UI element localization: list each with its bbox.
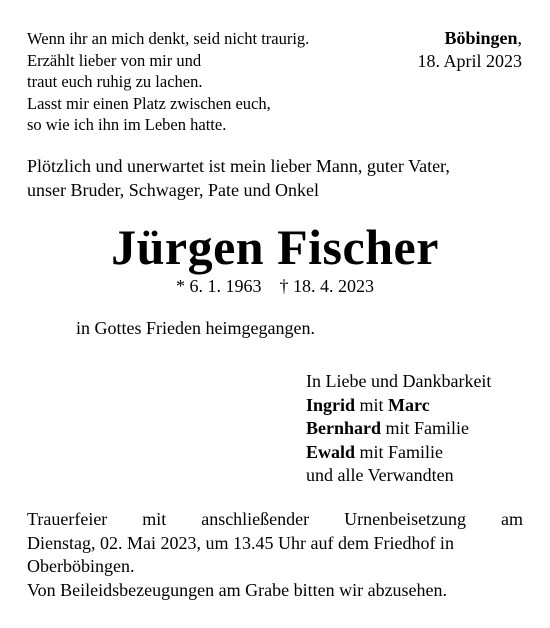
mourner-line xyxy=(306,417,491,441)
passing-text: in Gottes Frieden heimgegangen. xyxy=(76,318,315,338)
notice-date: 18. April 2023 xyxy=(417,51,522,71)
announcement-line: unser Bruder, Schwager, Pate und Onkel xyxy=(27,180,319,200)
memorial-poem xyxy=(27,28,309,136)
mourner-name: Ewald xyxy=(306,441,356,462)
birth-date: * 6. 1. 1963 xyxy=(176,276,262,296)
funeral-line: Trauerfeier mit anschließender Urnenbeisetzung am xyxy=(27,509,523,529)
mourners-closing: und alle Verwandten xyxy=(306,465,454,485)
funeral-line: Oberböbingen. xyxy=(27,556,135,576)
mourner-line xyxy=(306,394,491,418)
place-and-date xyxy=(417,27,522,73)
funeral-line: Dienstag, 02. Mai 2023, um 13.45 Uhr auf dem Friedhof in xyxy=(27,532,454,553)
announcement-line: Plötzlich und unerwartet ist mein lieber Mann, guter Vater, xyxy=(27,156,450,176)
mourners-intro: In Liebe und Dankbarkeit xyxy=(306,371,492,391)
life-dates xyxy=(0,274,550,298)
poem-line: traut euch ruhig zu lachen. xyxy=(27,72,203,91)
poem-line: Erzählt lieber von mir und xyxy=(27,50,202,70)
mourners-block xyxy=(306,370,491,488)
death-date: † 18. 4. 2023 xyxy=(279,276,374,296)
deceased-name: Jürgen Fischer xyxy=(111,219,439,275)
poem-line: Wenn ihr an mich denkt, seid nicht traurig. xyxy=(27,29,310,48)
poem-line: so wie ich ihn im Leben hatte. xyxy=(27,115,227,134)
mourner-family: mit Familie xyxy=(355,441,444,462)
mourner-line xyxy=(306,441,491,465)
poem-line: Lasst mir einen Platz zwischen euch, xyxy=(27,93,271,113)
place-comma: , xyxy=(517,28,522,48)
announcement-text xyxy=(27,154,450,202)
mourner-name: Marc xyxy=(388,394,430,415)
mourner-conjunction: mit xyxy=(355,394,389,415)
condolence-note: Von Beileidsbezeugungen am Grabe bitten wir abzusehen. xyxy=(27,579,448,600)
funeral-details xyxy=(27,508,523,602)
mourner-name: Bernhard xyxy=(306,418,382,438)
mourner-family: mit Familie xyxy=(381,418,470,438)
place-name: Böbingen xyxy=(444,28,518,48)
mourner-name: Ingrid xyxy=(306,394,356,415)
